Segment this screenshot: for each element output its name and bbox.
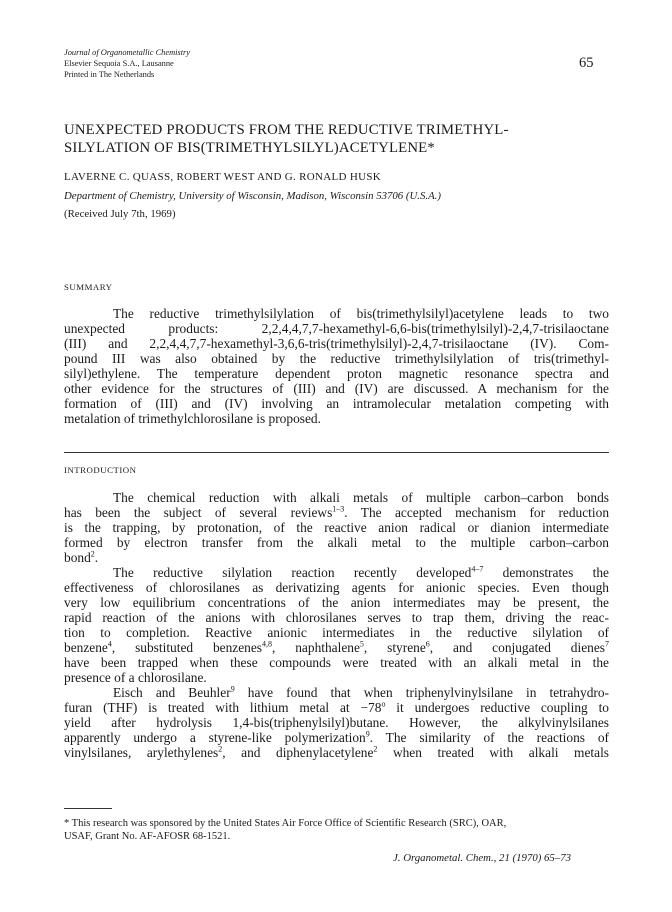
affiliation: Department of Chemistry, University of Wisconsin, Madison, Wisconsin 53706 (U.S.A.): [64, 190, 441, 202]
intro-line: apparently undergo a styrene-like polymerization$^9$. The similarity of the reactions of: [64, 729, 609, 745]
summary-line: metalation of trimethylchlorosilane is proposed.: [64, 411, 321, 426]
intro-line: effectiveness of chlorosilanes as derivatizing agents for anionic species. Even though: [64, 580, 609, 595]
intro-line: formed by electron transfer from the alkali metal to the multiple carbon–carbon: [64, 535, 609, 550]
footnote-rule: [64, 808, 112, 809]
summary-line: formation of (III) and (IV) involving an intramolecular metalation competing with: [64, 396, 609, 411]
intro-line: presence of a chlorosilane.: [64, 670, 207, 685]
page-number: 65: [579, 55, 594, 71]
printed-in: Printed in The Netherlands: [64, 70, 155, 79]
journal-name: Journal of Organometallic Chemistry: [64, 48, 191, 57]
intro-line: Eisch and Beuhler$^9$ have found that when triphenylvinylsilane in tetrahydro-: [113, 684, 610, 700]
intro-line: very low equilibrium concentrations of the anion intermediates may be present, the: [64, 595, 609, 610]
summary-line: (III) and 2,2,4,4,7,7-hexamethyl-3,6,6-tris(trimethylsilyl)-2,4,7-trisilaoctane (IV). Com-: [64, 336, 609, 351]
summary-line: pound III was also obtained by the reductive trimethylsilylation of tris(trimethyl-: [64, 351, 609, 366]
intro-line: The reductive silylation reaction recently developed$^{4-7}$ demonstrates the: [113, 564, 609, 580]
publisher: Elsevier Sequoia S.A., Lausanne: [64, 59, 174, 68]
intro-line: have been trapped when these compounds were treated with an alkali metal in the: [64, 655, 609, 670]
intro-line: vinylsilanes, arylethylenes$^2$, and diphenylacetylene$^2$ when treated with alkali metals: [64, 744, 609, 760]
introduction-paragraph-1: [64, 490, 609, 565]
reference-marker: 2: [90, 549, 95, 559]
footnote-line-2: USAF, Grant No. AF-AFOSR 68-1521.: [64, 831, 231, 842]
title-line-2: SILYLATION OF BIS(TRIMETHYLSILYL)ACETYLENE*: [64, 140, 435, 156]
section-divider: [64, 452, 609, 453]
summary-line: The reductive trimethylsilylation of bis(trimethylsilyl)acetylene leads to two: [113, 306, 609, 321]
summary-line: other evidence for the structures of (III) and (IV) are discussed. A mechanism for the: [64, 381, 609, 396]
introduction-heading: INTRODUCTION: [64, 465, 137, 475]
summary-heading: SUMMARY: [64, 282, 113, 292]
intro-line: tion to completion. Reactive anionic intermediates in the reductive silylation of: [64, 625, 609, 640]
received-date: (Received July 7th, 1969): [64, 208, 176, 220]
summary-line: silyl)ethylene. The temperature dependent proton magnetic resonance spectra and: [64, 366, 609, 381]
reference-marker: 1–3: [332, 504, 345, 514]
intro-line: is the trapping, by protonation, of the reactive anion radical or dianion intermediate: [64, 520, 609, 535]
intro-line: benzene$^4$, substituted benzenes$^{4,8}$, naphthalene$^5$, styrene$^6$, and conjugated dienes$^7$: [64, 639, 609, 655]
intro-line: furan (THF) is treated with lithium metal at $-78^o$ it undergoes reductive coupling to: [64, 699, 609, 715]
intro-line: rapid reaction of the anions with chlorosilanes serves to trap them, driving the reac-: [64, 610, 609, 625]
authors: LAVERNE C. QUASS, ROBERT WEST AND G. RONALD HUSK: [64, 171, 381, 183]
journal-citation: J. Organometal. Chem., 21 (1970) 65–73: [393, 852, 572, 864]
introduction-paragraph-3: [64, 685, 609, 760]
journal-header: [64, 47, 190, 80]
intro-line: has been the subject of several reviews$^{1-3}$. The accepted mechanism for reduction: [64, 504, 610, 520]
intro-line: bond$^2$.: [64, 549, 99, 565]
reference-marker: 4–7: [471, 564, 484, 574]
introduction-paragraph-2: [64, 565, 609, 685]
intro-line: The chemical reduction with alkali metals of multiple carbon–carbon bonds: [113, 490, 609, 505]
footnote: [64, 817, 609, 843]
summary-paragraph: [64, 306, 609, 426]
footnote-line-1: * This research was sponsored by the United States Air Force Office of Scientific Research (SRC), OAR,: [64, 818, 507, 829]
summary-line: unexpected products: 2,2,4,4,7,7-hexamethyl-6,6-bis(trimethylsilyl)-2,4,7-trisilaoctane: [64, 321, 609, 336]
title-line-1: UNEXPECTED PRODUCTS FROM THE REDUCTIVE TRIMETHYL-: [64, 122, 509, 138]
intro-line: yield after hydrolysis 1,4-bis(triphenylsilyl)butane. However, the alkylvinylsilanes: [64, 715, 609, 730]
article-title: [64, 121, 624, 157]
